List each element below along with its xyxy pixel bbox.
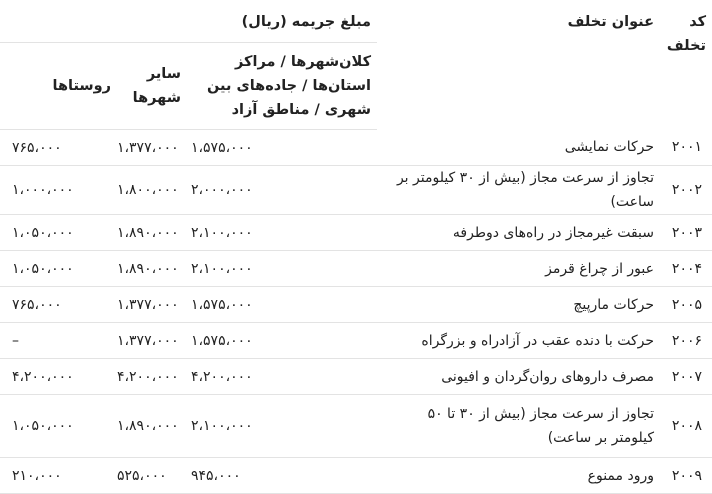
cell-title: ورود ممنوع	[377, 458, 660, 494]
table-row	[0, 323, 712, 359]
cell-metro-fine: ۱،۵۷۵،۰۰۰	[187, 130, 377, 166]
table-row	[0, 287, 712, 323]
cell-title: حرکات مارپیچ	[377, 287, 660, 323]
cell-code: ۲۰۰۴	[660, 251, 712, 287]
fines-table	[0, 8, 712, 494]
header-title: عنوان تخلف	[567, 14, 654, 30]
cell-code: ۲۰۰۸	[660, 395, 712, 458]
table-row	[0, 458, 712, 494]
cell-village-fine: ۷۶۵،۰۰۰	[0, 287, 117, 323]
cell-code: ۲۰۰۵	[660, 287, 712, 323]
cell-metro-fine: ۲،۱۰۰،۰۰۰	[187, 215, 377, 251]
cell-village-fine: ۱،۰۵۰،۰۰۰	[0, 251, 117, 287]
cell-code: ۲۰۰۲	[660, 166, 712, 215]
header-code: کد تخلف	[666, 14, 706, 54]
cell-metro-fine: ۱،۵۷۵،۰۰۰	[187, 287, 377, 323]
header-row-group	[0, 8, 712, 43]
cell-city-fine: ۵۲۵،۰۰۰	[117, 458, 187, 494]
cell-title: تجاوز از سرعت مجاز (بیش از ۳۰ کیلومتر بر ساعت)	[377, 166, 660, 215]
cell-village-fine: ۱،۰۰۰،۰۰۰	[0, 166, 117, 215]
cell-city-fine: ۱،۳۷۷،۰۰۰	[117, 323, 187, 359]
header-amount-group: مبلغ جریمه (ریال)	[0, 8, 377, 43]
cell-metro-fine: ۲،۱۰۰،۰۰۰	[187, 251, 377, 287]
table-body	[0, 130, 712, 494]
cell-village-fine: ۴،۲۰۰،۰۰۰	[0, 359, 117, 395]
cell-code: ۲۰۰۷	[660, 359, 712, 395]
cell-city-fine: ۱،۸۹۰،۰۰۰	[117, 251, 187, 287]
cell-title: عبور از چراغ قرمز	[377, 251, 660, 287]
cell-village-fine: –	[0, 323, 117, 359]
header-metro: کلان‌شهرها / مراکز استان‌ها / جاده‌های بین شهری / مناطق آزاد	[187, 43, 377, 130]
table-row	[0, 251, 712, 287]
cell-title: مصرف داروهای روان‌گردان و افیونی	[377, 359, 660, 395]
table-row	[0, 166, 712, 215]
table-row	[0, 215, 712, 251]
table-header	[0, 8, 712, 130]
header-city: سایر شهرها	[117, 43, 187, 130]
cell-village-fine: ۱،۰۵۰،۰۰۰	[0, 215, 117, 251]
cell-title: تجاوز از سرعت مجاز (بیش از ۳۰ تا ۵۰ کیلومتر بر ساعت)	[377, 395, 660, 458]
cell-metro-fine: ۴،۲۰۰،۰۰۰	[187, 359, 377, 395]
cell-city-fine: ۱،۸۹۰،۰۰۰	[117, 395, 187, 458]
cell-metro-fine: ۲،۰۰۰،۰۰۰	[187, 166, 377, 215]
cell-code: ۲۰۰۳	[660, 215, 712, 251]
cell-metro-fine: ۹۴۵،۰۰۰	[187, 458, 377, 494]
cell-city-fine: ۱،۳۷۷،۰۰۰	[117, 130, 187, 166]
cell-city-fine: ۴،۲۰۰،۰۰۰	[117, 359, 187, 395]
cell-metro-fine: ۱،۵۷۵،۰۰۰	[187, 323, 377, 359]
header-village: روستاها	[0, 43, 117, 130]
cell-city-fine: ۱،۳۷۷،۰۰۰	[117, 287, 187, 323]
cell-code: ۲۰۰۶	[660, 323, 712, 359]
cell-title: حرکات نمایشی	[377, 130, 660, 166]
table-row	[0, 130, 712, 166]
table-row	[0, 395, 712, 458]
cell-title: حرکت با دنده عقب در آزادراه و بزرگراه	[377, 323, 660, 359]
cell-village-fine: ۱،۰۵۰،۰۰۰	[0, 395, 117, 458]
cell-city-fine: ۱،۸۹۰،۰۰۰	[117, 215, 187, 251]
cell-code: ۲۰۰۹	[660, 458, 712, 494]
cell-village-fine: ۲۱۰،۰۰۰	[0, 458, 117, 494]
cell-village-fine: ۷۶۵،۰۰۰	[0, 130, 117, 166]
cell-title: سبقت غیرمجاز در راه‌های دوطرفه	[377, 215, 660, 251]
cell-city-fine: ۱،۸۰۰،۰۰۰	[117, 166, 187, 215]
cell-code: ۲۰۰۱	[660, 130, 712, 166]
cell-metro-fine: ۲،۱۰۰،۰۰۰	[187, 395, 377, 458]
table-row	[0, 359, 712, 395]
